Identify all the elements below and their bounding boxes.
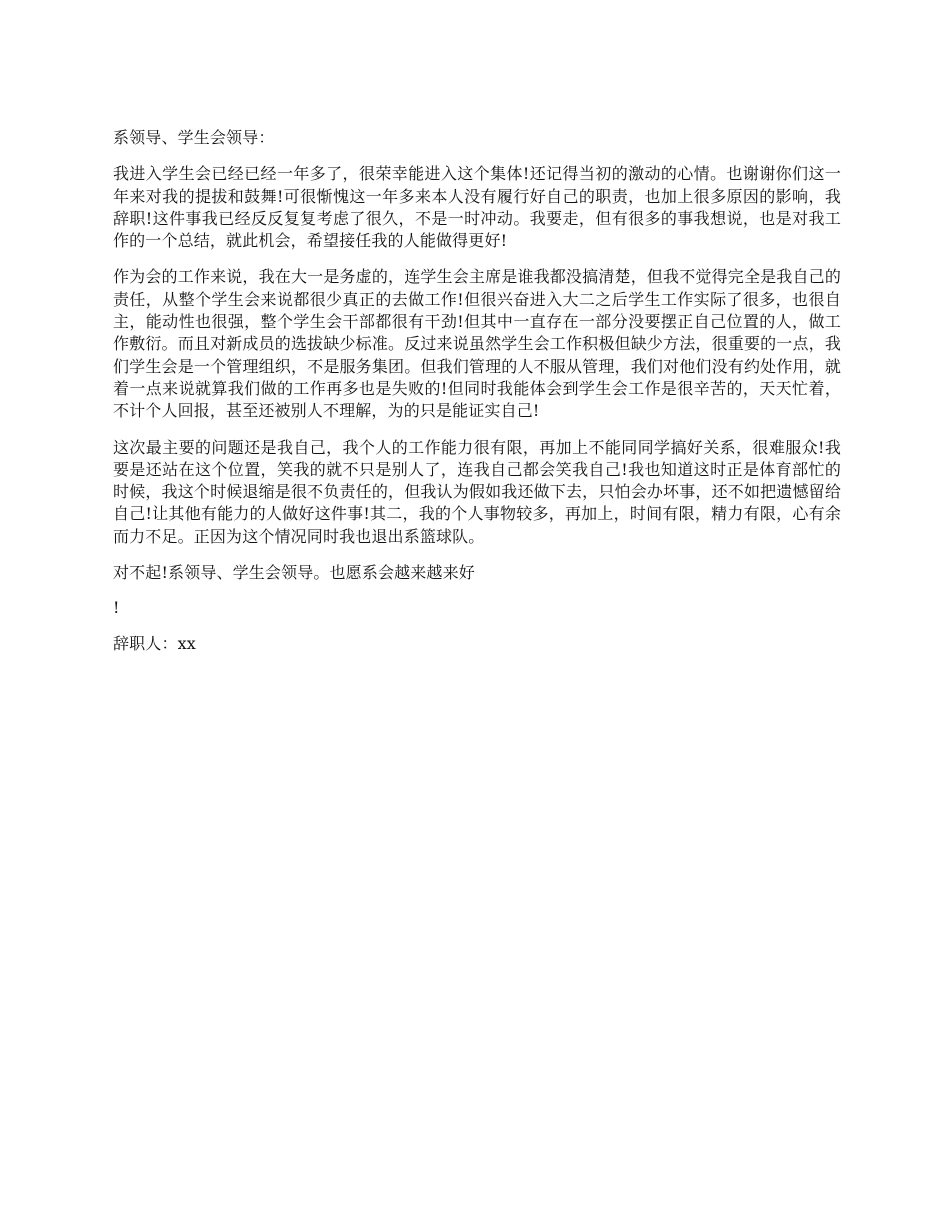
paragraph-3: 这次最主要的问题还是我自己，我个人的工作能力很有限，再加上不能同同学搞好关系，很难服众!我要是还站在这个位置，笑我的就不只是别人了，连我自己都会笑我自己!我也知道这时正是体育部忙的时候，我这个时候退缩是很不负责任的，但我认为假如我还做下去，只怕会办坏事，还不如把遗憾留给自己!让其他有能力的人做好这件事!其二，我的个人事物较多，再加上，时间有限，精力有限，心有余而力不足。正因为这个情况同时我也退出系篮球队。 (113, 437, 841, 546)
paragraph-2: 作为会的工作来说，我在大一是务虚的，连学生会主席是谁我都没搞清楚，但我不觉得完全是我自己的责任，从整个学生会来说都很少真正的去做工作!但很兴奋进入大二之后学生工作实际了很多，也很自主，能动性也很强，整个学生会干部都很有干劲!但其中一直存在一部分没要摆正自己位置的人，做工作敷衍。而且对新成员的选拔缺少标准。反过来说虽然学生会工作积极但缺少方法，很重要的一点，我们学生会是一个管理组织，不是服务集团。但我们管理的人不服从管理，我们对他们没有约处作用，就着一点来说就算我们做的工作再多也是失败的!但同时我能体会到学生会工作是很辛苦的，天天忙着，不计个人回报，甚至还被别人不理解，为的只是能证实自己! (113, 267, 841, 421)
closing-mark: ! (113, 598, 120, 618)
letter-body (113, 127, 841, 668)
paragraph-1: 我进入学生会已经已经一年多了，很荣幸能进入这个集体!还记得当初的激动的心情。也谢谢你们这一年来对我的提拔和鼓舞!可很惭愧这一年多来本人没有履行好自己的职责，也加上很多原因的影响，我辞职!这件事我已经反反复复考虑了很久，不是一时冲动。我要走，但有很多的事我想说，也是对我工作的一个总结，就此机会，希望接任我的人能做得更好! (113, 164, 841, 251)
closing-line: 对不起!系领导、学生会领导。也愿系会越来越来好 (113, 563, 475, 583)
salutation: 系领导、学生会领导： (113, 128, 275, 147)
signature: 辞职人：xx (113, 633, 196, 653)
